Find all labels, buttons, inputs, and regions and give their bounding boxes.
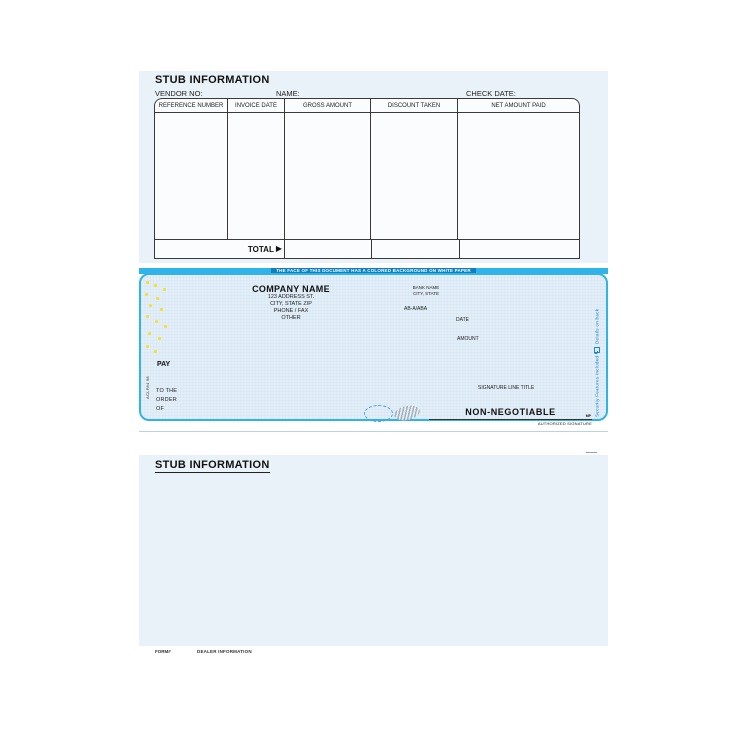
security-speck <box>164 325 167 328</box>
company-address-line: OTHER <box>281 315 301 321</box>
total-label: TOTAL <box>247 244 274 254</box>
perforation-line <box>139 431 608 432</box>
security-speck <box>160 308 163 311</box>
check-date-label: CHECK DATE: <box>466 89 516 98</box>
security-speck <box>148 303 152 307</box>
security-emblem-icon <box>393 403 421 422</box>
total-arrow-icon: ▶ <box>275 244 282 253</box>
total-cell <box>155 240 285 258</box>
body-cell-gross-amount <box>285 113 371 239</box>
dealer-information-label: DEALER INFORMATION <box>197 649 252 654</box>
column-header-gross-amount: GROSS AMOUNT <box>285 99 371 112</box>
total-cell-discount-taken <box>372 240 460 258</box>
authorized-signature-label: AUTHORIZED SIGNATURE <box>537 420 592 426</box>
remittance-table <box>154 98 580 259</box>
to-the-order-of-block <box>156 387 177 414</box>
bank-name: BANK NAME <box>412 285 440 290</box>
security-speck <box>145 293 149 297</box>
check-face <box>139 273 608 426</box>
security-speck <box>163 288 166 291</box>
body-cell-discount-taken <box>371 113 458 239</box>
edge-note-security-text: Security Features Included <box>594 355 600 417</box>
security-speck <box>146 315 149 318</box>
signature-line-title: SIGNATURE LINE TITLE <box>478 385 535 391</box>
amount-field-label: AMOUNT <box>457 336 479 342</box>
security-speck <box>154 350 157 353</box>
check-section <box>139 268 608 424</box>
non-negotiable-text: NON-NEGOTIABLE <box>465 407 556 417</box>
edge-note-details-text: Details on back <box>594 308 600 345</box>
vendor-no-label: VENDOR NO: <box>155 89 203 98</box>
order-line: OF <box>156 406 165 412</box>
column-header-reference-number: REFERENCE NUMBER <box>155 99 228 112</box>
body-cell-net-amount-paid <box>458 113 579 239</box>
name-label: NAME: <box>276 89 300 98</box>
company-address-line: 123 ADDRESS ST. <box>267 294 315 300</box>
total-cell-gross-amount <box>285 240 372 258</box>
signature-area <box>429 407 592 426</box>
security-speck <box>146 345 150 349</box>
column-header-discount-taken: DISCOUNT TAKEN <box>371 99 458 112</box>
security-speck <box>153 283 157 287</box>
perforation-dash <box>586 452 597 453</box>
security-speck <box>158 337 161 340</box>
remittance-table-header <box>155 99 579 113</box>
company-address-line: PHONE / FAX <box>273 308 309 314</box>
banner-text: THE FACE OF THIS DOCUMENT HAS A COLORED BACKGROUND ON WHITE PAPER <box>271 268 476 274</box>
bank-city-state: CITY, STATE <box>412 291 439 296</box>
company-address-line: CITY, STATE ZIP <box>270 301 312 307</box>
company-block <box>211 284 371 322</box>
order-line: TO THE <box>156 388 178 394</box>
signature-rule <box>429 414 592 420</box>
security-speck <box>147 331 151 335</box>
security-speck <box>156 297 159 300</box>
top-stub-panel <box>139 71 608 263</box>
body-cell-invoice-date <box>228 113 285 239</box>
pay-label: PAY <box>157 361 171 368</box>
column-header-invoice-date: INVOICE DATE <box>228 99 285 112</box>
seal-placeholder-dashed-oval <box>364 405 393 422</box>
security-edge-note <box>594 289 600 417</box>
form-code-vertical: ACLF84 98 <box>145 376 150 399</box>
security-speck <box>154 319 158 323</box>
aba-fraction-label: AB-A/ABA <box>404 306 428 312</box>
body-cell-reference-number <box>155 113 228 239</box>
security-speck <box>146 281 149 284</box>
bottom-stub-panel <box>139 455 608 646</box>
form-number-label: FORM# <box>155 649 171 654</box>
total-row <box>155 239 579 258</box>
top-stub-title: STUB INFORMATION <box>155 74 270 86</box>
total-cell-net-amount-paid <box>460 240 579 258</box>
mp-mark: MP <box>585 414 591 418</box>
padlock-icon <box>594 347 600 353</box>
bank-block <box>381 285 471 297</box>
bottom-stub-title: STUB INFORMATION <box>155 459 270 471</box>
company-name: COMPANY NAME <box>252 284 330 294</box>
date-field-label: DATE <box>456 317 469 323</box>
column-header-net-amount-paid: NET AMOUNT PAID <box>491 102 546 109</box>
order-line: ORDER <box>156 397 177 403</box>
remittance-table-body <box>155 113 579 239</box>
